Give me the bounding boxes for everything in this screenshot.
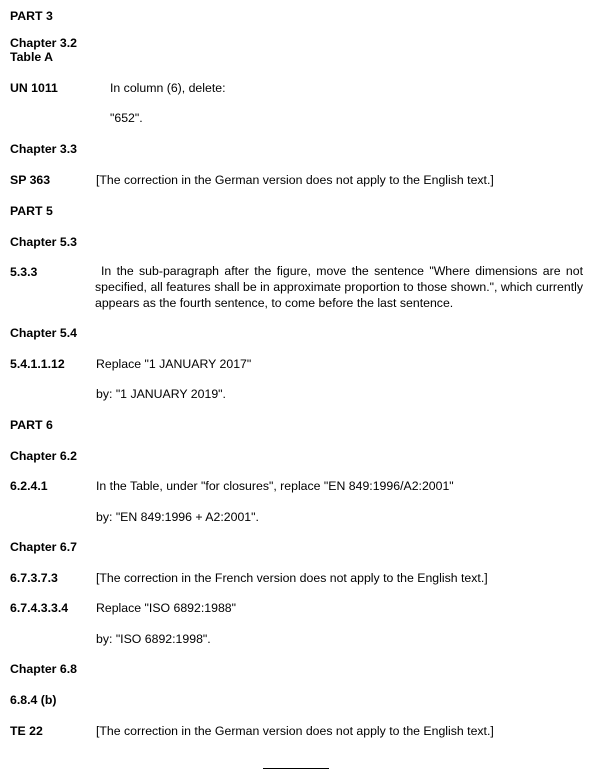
ref-sp-363: SP 363 [10, 173, 51, 187]
heading-table-a: Table A [10, 50, 54, 64]
heading-chapter-6-8: Chapter 6.8 [10, 662, 77, 676]
ref-6-8-4-b: 6.8.4 (b) [10, 693, 57, 707]
text-sp-363: [The correction in the German version does not apply to the English text.] [96, 173, 494, 187]
footer-rule [263, 768, 329, 769]
ref-6-2-4-1: 6.2.4.1 [10, 479, 48, 493]
text-6-2-4-1-line2: by: "EN 849:1996 + A2:2001". [96, 510, 259, 524]
heading-chapter-5-4: Chapter 5.4 [10, 326, 77, 340]
text-6-7-4-3-3-4-line2: by: "ISO 6892:1998". [96, 632, 211, 646]
heading-chapter-6-7: Chapter 6.7 [10, 540, 77, 554]
text-6-7-4-3-3-4-line1: Replace "ISO 6892:1988" [96, 601, 236, 615]
text-6-2-4-1-line1: In the Table, under "for closures", replace "EN 849:1996/A2:2001" [96, 479, 454, 493]
heading-chapter-6-2: Chapter 6.2 [10, 449, 77, 463]
ref-6-7-4-3-3-4: 6.7.4.3.3.4 [10, 601, 69, 615]
text-5-4-1-1-12-line1: Replace "1 JANUARY 2017" [96, 357, 252, 371]
ref-6-7-3-7-3: 6.7.3.7.3 [10, 571, 58, 585]
text-te-22: [The correction in the German version does not apply to the English text.] [96, 724, 494, 738]
heading-chapter-3-2: Chapter 3.2 [10, 36, 77, 50]
heading-part-3: PART 3 [10, 9, 53, 23]
heading-part-6: PART 6 [10, 418, 53, 432]
ref-5-3-3: 5.3.3 [10, 265, 38, 279]
text-5-3-3: In the sub-paragraph after the figure, move the sentence "Where dimensions are not specified, all features shall be in approximate proportion to those shown.", which currently appears as the fourth sentence, to come before the last sentence. [95, 264, 583, 310]
ref-un-1011: UN 1011 [10, 81, 58, 95]
heading-chapter-5-3: Chapter 5.3 [10, 235, 77, 249]
heading-chapter-3-3: Chapter 3.3 [10, 142, 77, 156]
text-un-1011-line1: In column (6), delete: [110, 81, 226, 95]
ref-te-22: TE 22 [10, 724, 43, 738]
heading-part-5: PART 5 [10, 204, 53, 218]
ref-5-4-1-1-12: 5.4.1.1.12 [10, 357, 65, 371]
text-5-4-1-1-12-line2: by: "1 JANUARY 2019". [96, 387, 226, 401]
text-6-7-3-7-3: [The correction in the French version does not apply to the English text.] [96, 571, 488, 585]
text-un-1011-line2: "652". [110, 111, 143, 125]
